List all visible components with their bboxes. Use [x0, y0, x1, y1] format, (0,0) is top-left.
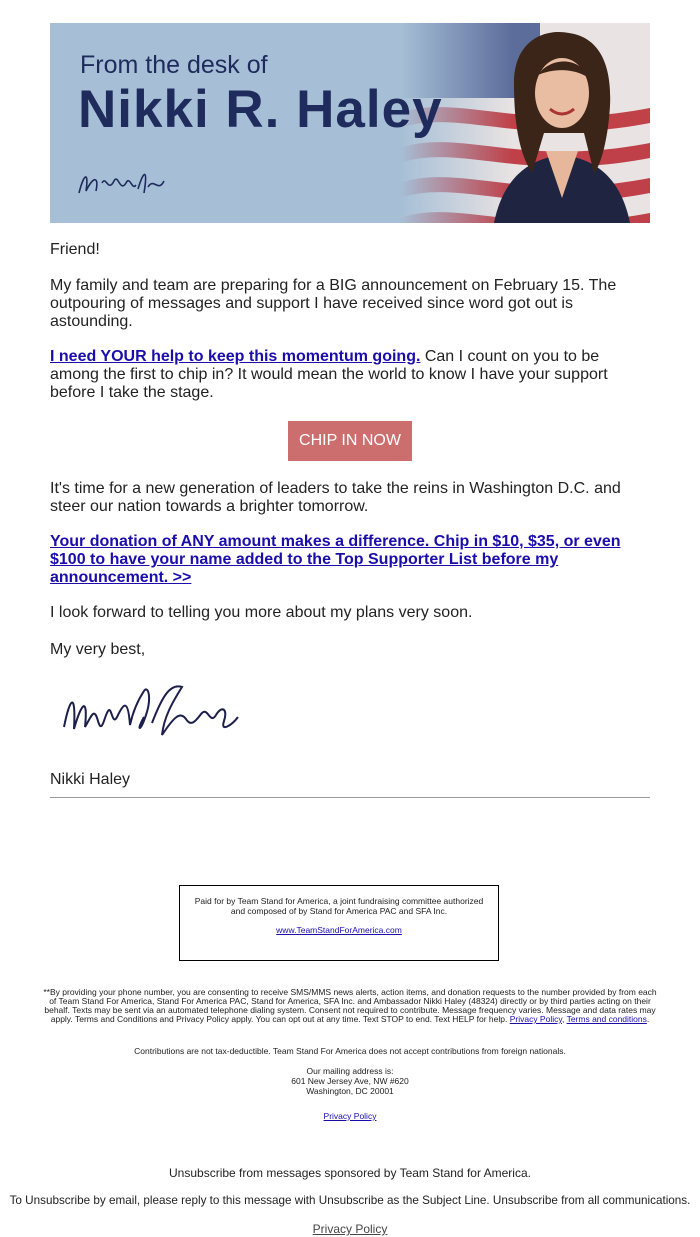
sms-text: **By providing your phone number, you are consenting to receive SMS/MMS news alerts, action items, and donation requests to the number provided by from each of Team Stand For America, Stand For America PAC, Stand for America, SFA Inc. and Ambassador Nikki Haley (48324) directly or by third parties acting on their behalf. Texts may be sent via an automated telephone dialing system. Consent not required to contribute. Message frequency varies. Message and data rates may apply. Terms and Conditions and Privacy Policy apply. You can opt out at any time. Text STOP to end. Text HELP for help.: [43, 987, 657, 1024]
team-stand-url-link[interactable]: www.TeamStandForAmerica.com: [276, 925, 402, 935]
mailing-label: Our mailing address is:: [306, 1066, 394, 1076]
banner-signature-image: [74, 163, 174, 203]
signer-name: Nikki Haley: [50, 771, 131, 788]
chip-in-now-button[interactable]: CHIP IN NOW: [288, 421, 412, 461]
paragraph-look-forward: I look forward to telling you more about my plans very soon.: [50, 604, 473, 621]
signature-image: [52, 677, 248, 751]
banner-name: Nikki R. Haley: [78, 80, 443, 139]
momentum-link[interactable]: I need YOUR help to keep this momentum going.: [50, 348, 421, 365]
privacy-policy-link-2-wrap: [40, 1112, 660, 1121]
privacy-policy-link-2[interactable]: Privacy Policy: [323, 1111, 377, 1121]
paragraph-new-generation: It's time for a new generation of leaders to take the reins in Washington D.C. and steer our nation towards a brighter tomorrow.: [50, 480, 621, 515]
banner-kicker: From the desk of: [80, 51, 268, 79]
paid-for-box: [179, 885, 499, 961]
address-line-1: 601 New Jersey Ave, NW #620: [291, 1076, 409, 1086]
sms-disclaimer: **By providing your phone number, you are consenting to receive SMS/MMS news alerts, action items, and donation requests to the number provided by from each of Team Stand For America, Stand For America PAC, Stand for America, SFA Inc. and Ambassador Nikki Haley (48324) directly or by third parties acting on their behalf. Texts may be sent via an automated telephone dialing system. Consent not required to contribute. Message frequency varies. Message and data rates may apply. Terms and Conditions and Privacy Policy apply. You can opt out at any time. Text STOP to end. Text HELP for help. Privacy Policy, Terms and conditions.: [43, 987, 657, 1024]
privacy-policy-link[interactable]: Privacy Policy: [509, 1014, 562, 1024]
terms-link[interactable]: Terms and conditions: [566, 1014, 647, 1024]
unsubscribe-line[interactable]: Unsubscribe from messages sponsored by Team Stand for America.: [169, 1166, 531, 1180]
paragraph-momentum: [50, 348, 650, 402]
header-banner: [50, 23, 650, 223]
divider: [50, 797, 650, 798]
address-line-2: Washington, DC 20001: [306, 1086, 394, 1096]
donation-link[interactable]: Your donation of ANY amount makes a difference. Chip in $10, $35, or even $100 to have your name added to the Top Supporter List before my announcement. >>: [50, 533, 621, 586]
momentum-text: Can I count on you to be among the first to chip in? It would mean the world to know I have your support before I take the stage.: [50, 348, 608, 401]
footer-privacy-wrap: [0, 1222, 700, 1236]
closing: My very best,: [50, 641, 146, 658]
greeting: Friend!: [50, 241, 100, 258]
paragraph-announcement: My family and team are preparing for a BIG announcement on February 15. The outpouring of messages and support I have received since word got out is astounding.: [50, 277, 617, 330]
portrait-image: [474, 23, 650, 223]
unsubscribe-email-line: To Unsubscribe by email, please reply to this message with Unsubscribe as the Subject Line. Unsubscribe from all communications.: [9, 1194, 691, 1207]
footer-privacy-link[interactable]: Privacy Policy: [312, 1222, 388, 1236]
contributions-note: Contributions are not tax-deductible. Team Stand For America does not accept contributions from foreign nationals.: [134, 1046, 566, 1056]
paragraph-donation: [50, 533, 650, 587]
paid-for-text: Paid for by Team Stand for America, a joint fundraising committee authorized and composed of by Stand for America PAC and SFA Inc.: [194, 896, 484, 916]
